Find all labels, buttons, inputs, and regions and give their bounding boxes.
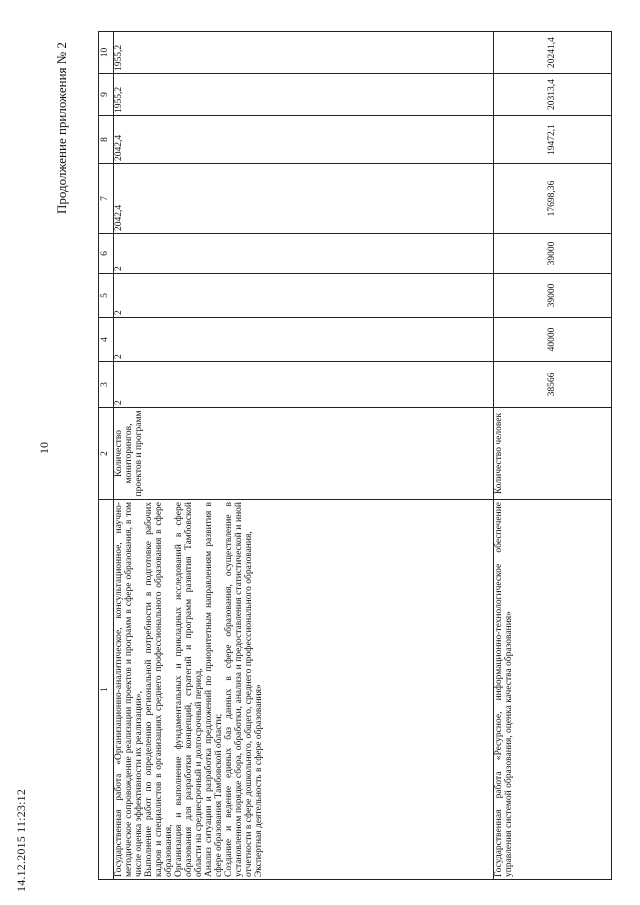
table-cell: 19472,1	[494, 116, 612, 164]
data-table	[98, 32, 608, 880]
description-line: Выполнение работ по определению региональной потребности в подготовке рабочих кадров и специалистов в организациях среднего профессионального образования в сфере образования,	[143, 502, 174, 877]
description-line: Организация и выполнение фундаментальных и прикладных исследований в сфере образования для разработки концепций, стратегий и программ развития Тамбовской области на среднесрочный и долгосрочный период,	[173, 502, 204, 877]
continuation-heading: Продолжение приложения № 2	[54, 42, 69, 214]
print-timestamp: 14.12.2015 11:23:12	[14, 788, 28, 892]
column-header: 5	[99, 274, 114, 318]
column-header: 10	[99, 32, 114, 74]
description-line: Анализ ситуации и разработка предложений по приоритетным направлениям развития в сфере образования Тамбовской области;	[203, 502, 224, 877]
column-header: 1	[99, 500, 114, 880]
table-cell: 1955,2	[114, 32, 494, 74]
work-description	[494, 500, 612, 880]
table-cell: 39000	[494, 234, 612, 274]
table-cell: 2	[114, 362, 494, 408]
table-cell: 20313,4	[494, 74, 612, 116]
table-cell: 40000	[494, 318, 612, 362]
column-header: 3	[99, 362, 114, 408]
description-line: Государственная работа «Ресурсное, информационно-технологическое обеспечение управления системой образования, оценка качества образования»	[494, 502, 514, 877]
table-row	[494, 32, 612, 880]
description-line: Создание и ведение единых баз данных в сфере образования, осуществление в установленном порядке сбора, обработки, анализа и предоставления статистической и иной отчетности в сфере дошкольного, общего, среднего профессионального образования,	[223, 502, 254, 877]
table-cell: 38566	[494, 362, 612, 408]
work-description	[114, 500, 494, 880]
table-cell: 2	[114, 274, 494, 318]
table-cell: 20241,4	[494, 32, 612, 74]
unit-of-measure: Количество мониторингов, проектов и программ	[114, 408, 494, 500]
column-header: 2	[99, 408, 114, 500]
column-header: 6	[99, 234, 114, 274]
table-cell: 2042,4	[114, 164, 494, 234]
header-row	[99, 32, 114, 880]
table-row	[114, 32, 494, 880]
column-header: 4	[99, 318, 114, 362]
column-header: 8	[99, 116, 114, 164]
table-cell: 2	[114, 318, 494, 362]
column-header: 7	[99, 164, 114, 234]
unit-of-measure: Количество человек	[494, 408, 612, 500]
table-cell: 2042,4	[114, 116, 494, 164]
description-line: Экспертная деятельность в сфере образования»	[253, 684, 264, 877]
table-cell: 17698,36	[494, 164, 612, 234]
column-header: 9	[99, 74, 114, 116]
table-cell: 2	[114, 234, 494, 274]
description-line: Государственная работа «Организационно-аналитическое, консультационное, научно-методическое сопровождение реализации проектов и программ в сфере образования, в том числе оценка эффективности их реализации»,	[114, 502, 144, 877]
page-number: 10	[37, 442, 51, 454]
table-cell: 1955,2	[114, 74, 494, 116]
table-cell: 39000	[494, 274, 612, 318]
